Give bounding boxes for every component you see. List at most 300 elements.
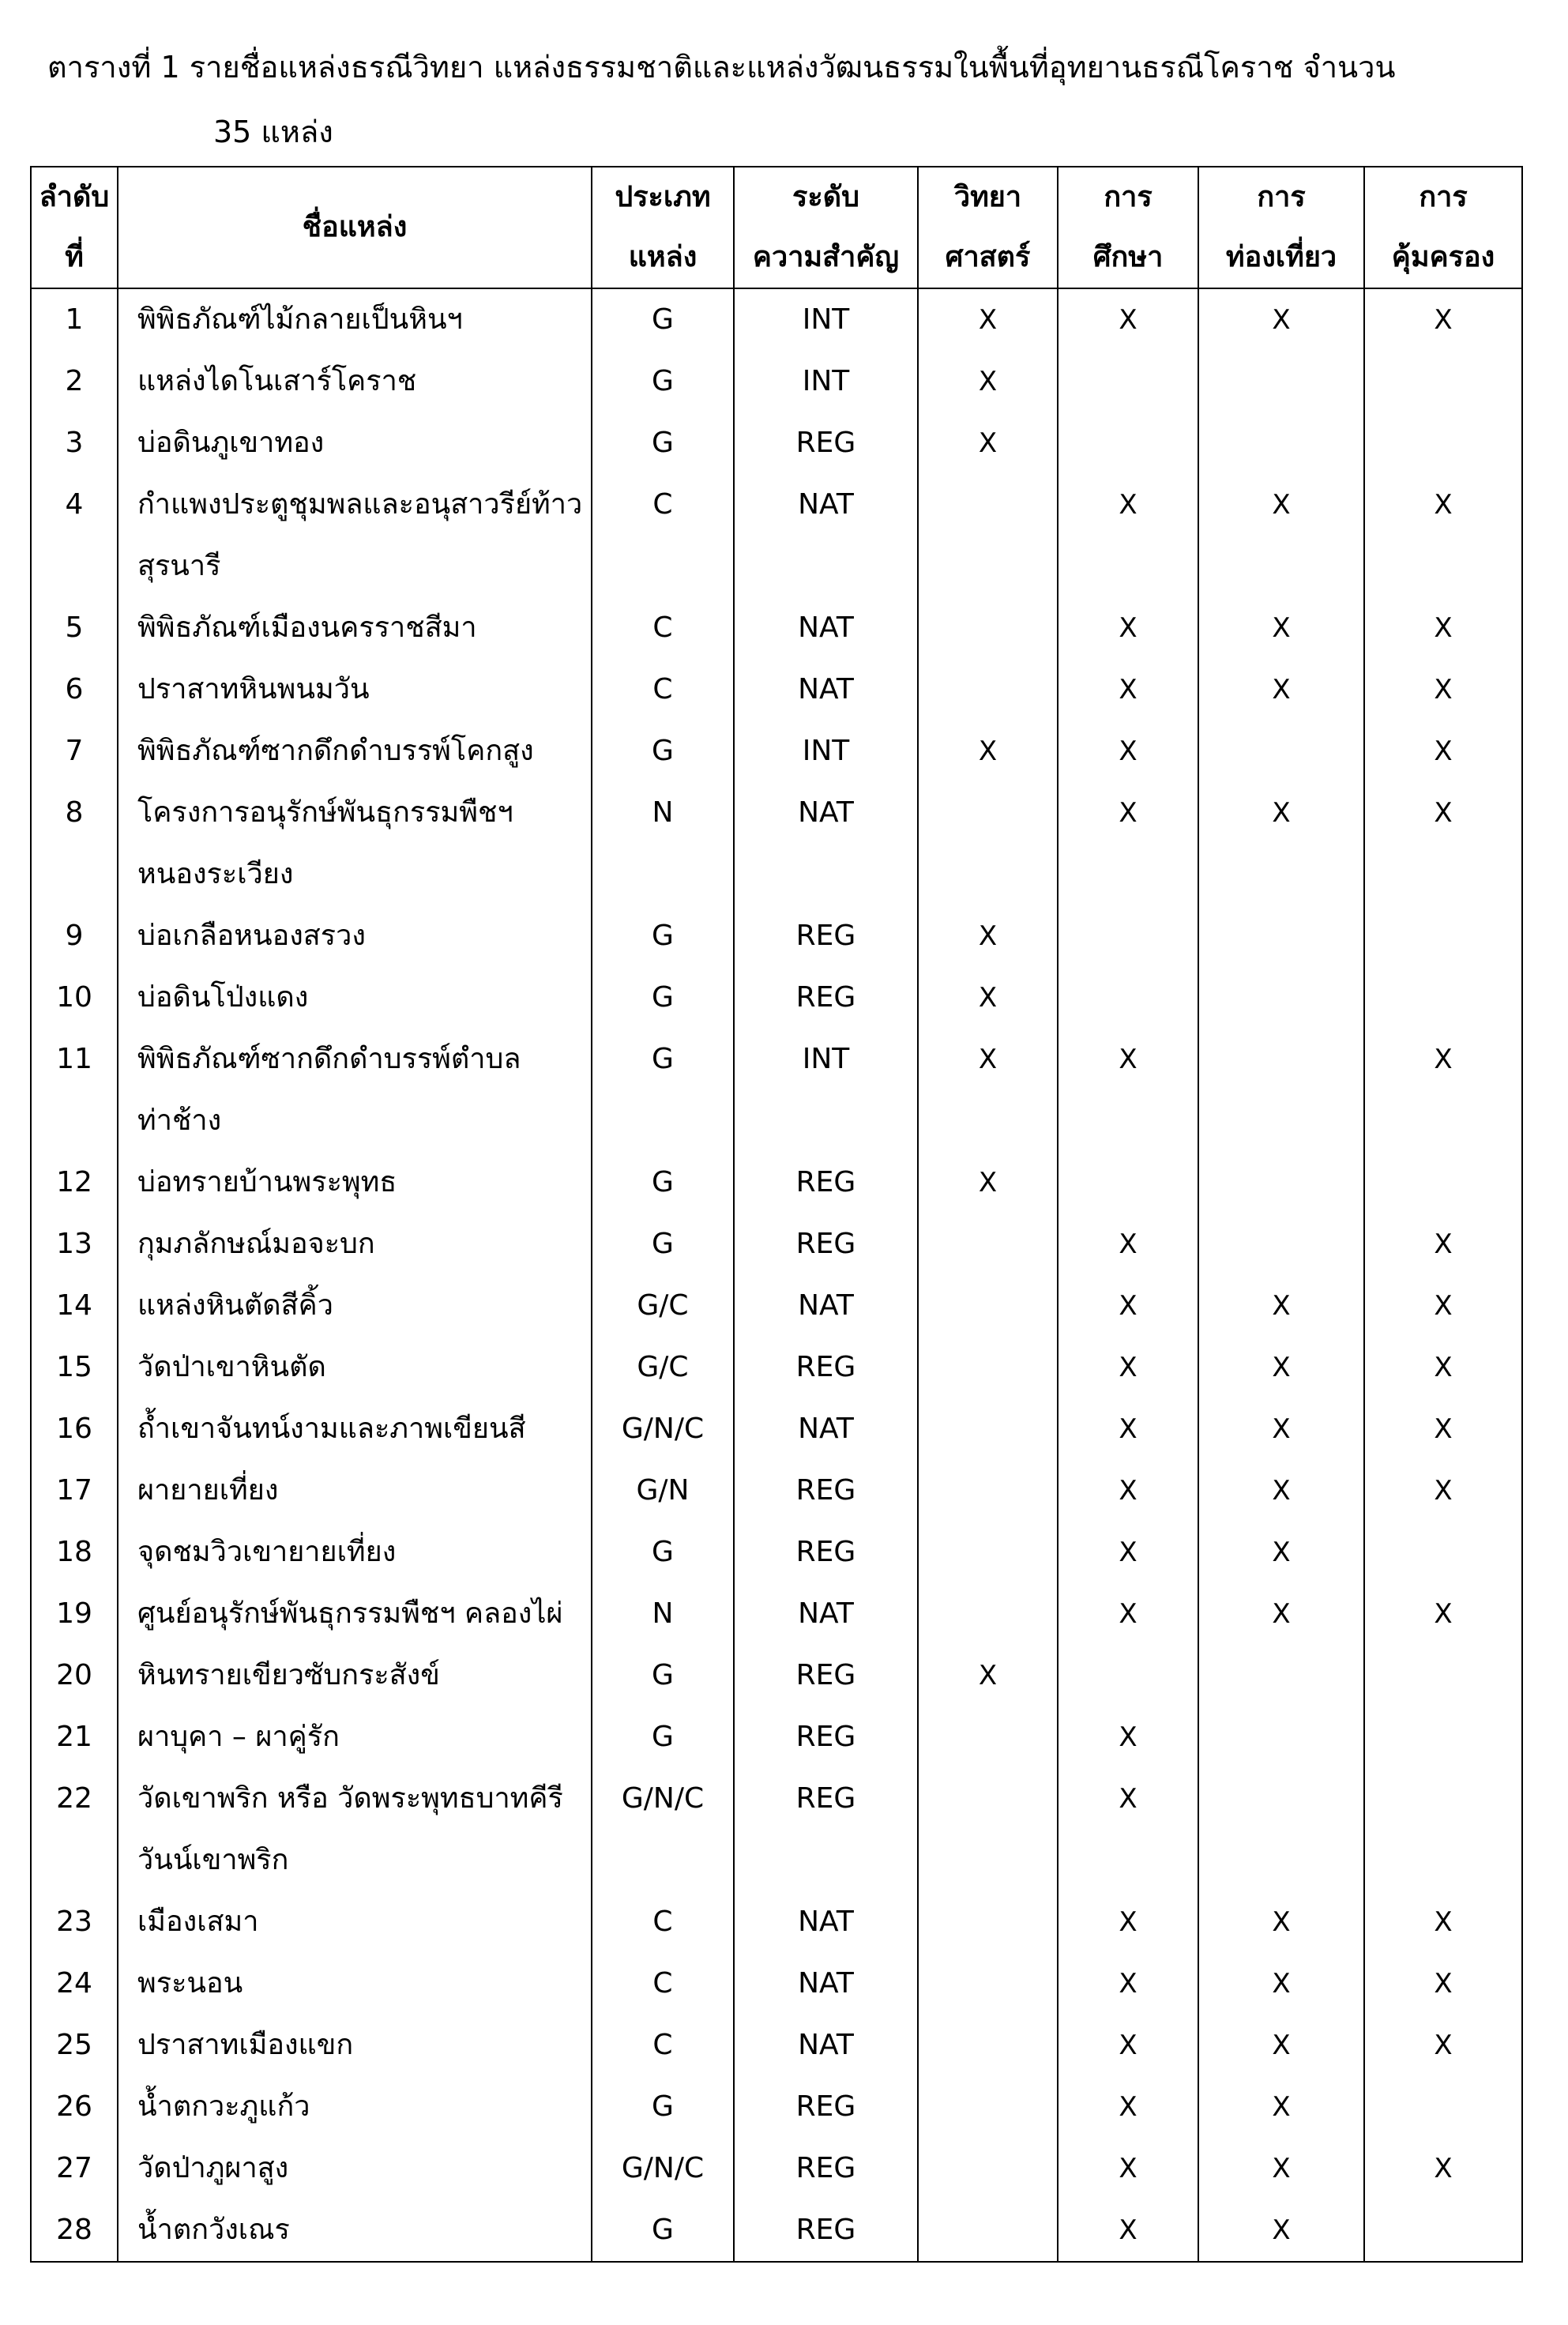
cell-tourism [1198, 659, 1364, 720]
cell-protection [1364, 1029, 1522, 1152]
cell-site-name: ศูนย์อนุรักษ์พันธุกรรมพืชฯ คลองไผ่ [118, 1583, 592, 1645]
x-mark: X [1119, 489, 1137, 521]
cell-tourism [1198, 2199, 1364, 2262]
cell-protection [1364, 1953, 1522, 2015]
cell-site-name: แหล่งไดโนเสาร์โคราช [118, 351, 592, 412]
cell-order: 18 [31, 1522, 118, 1583]
cell-protection [1364, 1522, 1522, 1583]
x-mark: X [1119, 2091, 1137, 2123]
cell-order: 15 [31, 1337, 118, 1398]
cell-type: C [592, 659, 734, 720]
cell-type: G/N [592, 1460, 734, 1522]
cell-education [1058, 1460, 1198, 1522]
cell-site-name: พิพิธภัณฑ์เมืองนครราชสีมา [118, 597, 592, 659]
cell-tourism [1198, 967, 1364, 1029]
cell-type: G/N/C [592, 1398, 734, 1460]
x-mark: X [1434, 1044, 1453, 1075]
cell-tourism [1198, 1337, 1364, 1398]
cell-site-name: กำแพงประตูชุมพลและอนุสาวรีย์ท้าวสุรนารี [118, 474, 592, 597]
x-mark: X [1272, 2091, 1291, 2123]
x-mark: X [1119, 674, 1137, 705]
cell-education [1058, 1583, 1198, 1645]
table-row [31, 597, 1522, 659]
cell-education [1058, 1706, 1198, 1768]
cell-order: 17 [31, 1460, 118, 1522]
cell-education [1058, 1953, 1198, 2015]
header-science: วิทยา ศาสตร์ [918, 167, 1058, 288]
cell-type: G [592, 1706, 734, 1768]
cell-protection [1364, 1706, 1522, 1768]
cell-science [918, 2015, 1058, 2076]
table-row [31, 1460, 1522, 1522]
x-mark: X [978, 735, 998, 767]
cell-education [1058, 1029, 1198, 1152]
cell-tourism [1198, 1645, 1364, 1706]
header-education: การ ศึกษา [1058, 167, 1198, 288]
cell-science [918, 1398, 1058, 1460]
x-mark: X [1119, 1475, 1137, 1507]
cell-order: 2 [31, 351, 118, 412]
x-mark: X [1119, 1044, 1137, 1075]
sites-table [30, 166, 1523, 2263]
cell-level: REG [734, 967, 918, 1029]
cell-science [918, 1213, 1058, 1275]
cell-tourism [1198, 597, 1364, 659]
cell-tourism [1198, 474, 1364, 597]
cell-site-name: พระนอน [118, 1953, 592, 2015]
caption-line-1: ตารางที่ 1 รายชื่อแหล่งธรณีวิทยา แหล่งธรรมชาติและแหล่งวัฒนธรรมในพื้นที่อุทยานธรณีโคราช จำนวน [47, 50, 1396, 85]
cell-protection [1364, 351, 1522, 412]
cell-type: G [592, 1645, 734, 1706]
cell-tourism [1198, 351, 1364, 412]
cell-order: 12 [31, 1152, 118, 1213]
x-mark: X [1434, 1290, 1453, 1322]
cell-education [1058, 412, 1198, 474]
cell-tourism [1198, 905, 1364, 967]
cell-type: G [592, 2076, 734, 2138]
cell-type: C [592, 474, 734, 597]
cell-science [918, 1706, 1058, 1768]
x-mark: X [1272, 2030, 1291, 2061]
table-row [31, 1213, 1522, 1275]
cell-science [918, 351, 1058, 412]
x-mark: X [1272, 797, 1291, 829]
cell-protection [1364, 720, 1522, 782]
cell-site-name: แหล่งหินตัดสีคิ้ว [118, 1275, 592, 1337]
cell-level: NAT [734, 659, 918, 720]
cell-site-name: บ่อดินโป่งแดง [118, 967, 592, 1029]
cell-science [918, 1460, 1058, 1522]
cell-level: NAT [734, 1398, 918, 1460]
caption-line-2: 35 แหล่ง [213, 115, 333, 149]
x-mark: X [1119, 1228, 1137, 1260]
cell-order: 1 [31, 288, 118, 351]
cell-level: REG [734, 2076, 918, 2138]
cell-order: 9 [31, 905, 118, 967]
table-row [31, 1891, 1522, 1953]
header-row [31, 167, 1522, 288]
x-mark: X [978, 1167, 998, 1198]
cell-science [918, 1583, 1058, 1645]
cell-science [918, 1645, 1058, 1706]
cell-order: 25 [31, 2015, 118, 2076]
cell-level: REG [734, 1152, 918, 1213]
cell-type: G [592, 720, 734, 782]
table-caption [47, 35, 1548, 164]
cell-order: 23 [31, 1891, 118, 1953]
cell-education [1058, 1213, 1198, 1275]
cell-tourism [1198, 1891, 1364, 1953]
cell-site-name: วัดเขาพริก หรือ วัดพระพุทธบาทคีรีวันน์เขาพริก [118, 1768, 592, 1891]
header-protection: การ คุ้มครอง [1364, 167, 1522, 288]
x-mark: X [1119, 2153, 1137, 2184]
x-mark: X [1119, 2030, 1137, 2061]
x-mark: X [1434, 1598, 1453, 1630]
x-mark: X [1272, 1475, 1291, 1507]
cell-level: NAT [734, 474, 918, 597]
cell-level: NAT [734, 1891, 918, 1953]
cell-level: REG [734, 1522, 918, 1583]
x-mark: X [1434, 2030, 1453, 2061]
cell-level: REG [734, 1337, 918, 1398]
cell-science [918, 412, 1058, 474]
cell-tourism [1198, 782, 1364, 905]
cell-order: 14 [31, 1275, 118, 1337]
cell-level: NAT [734, 2015, 918, 2076]
cell-education [1058, 351, 1198, 412]
x-mark: X [1434, 1968, 1453, 2000]
x-mark: X [1119, 1783, 1137, 1815]
x-mark: X [1119, 612, 1137, 644]
cell-protection [1364, 1213, 1522, 1275]
cell-education [1058, 597, 1198, 659]
cell-science [918, 967, 1058, 1029]
cell-site-name: โครงการอนุรักษ์พันธุกรรมพืชฯ หนองระเวียง [118, 782, 592, 905]
cell-protection [1364, 1398, 1522, 1460]
x-mark: X [1434, 1906, 1453, 1938]
cell-site-name: กุมภลักษณ์มอจะบก [118, 1213, 592, 1275]
cell-protection [1364, 1768, 1522, 1891]
table-row [31, 1337, 1522, 1398]
cell-level: REG [734, 412, 918, 474]
cell-level: INT [734, 1029, 918, 1152]
table-row [31, 1583, 1522, 1645]
cell-type: G/N/C [592, 1768, 734, 1891]
cell-tourism [1198, 1583, 1364, 1645]
cell-level: REG [734, 1645, 918, 1706]
cell-site-name: ถ้ำเขาจันทน์งามและภาพเขียนสี [118, 1398, 592, 1460]
cell-site-name: หินทรายเขียวซับกระสังข์ [118, 1645, 592, 1706]
cell-protection [1364, 288, 1522, 351]
table-row [31, 782, 1522, 905]
cell-type: G [592, 967, 734, 1029]
cell-education [1058, 905, 1198, 967]
cell-science [918, 1768, 1058, 1891]
x-mark: X [1119, 304, 1137, 336]
x-mark: X [1119, 1598, 1137, 1630]
cell-type: G [592, 1152, 734, 1213]
table-row [31, 2076, 1522, 2138]
table-row [31, 1953, 1522, 2015]
x-mark: X [1119, 1906, 1137, 1938]
table-row [31, 1275, 1522, 1337]
cell-site-name: บ่อดินภูเขาทอง [118, 412, 592, 474]
table-row [31, 1029, 1522, 1152]
cell-protection [1364, 2015, 1522, 2076]
cell-science [918, 288, 1058, 351]
cell-science [918, 597, 1058, 659]
header-level: ระดับ ความสำคัญ [734, 167, 918, 288]
cell-protection [1364, 1460, 1522, 1522]
cell-order: 20 [31, 1645, 118, 1706]
cell-site-name: ปราสาทหินพนมวัน [118, 659, 592, 720]
x-mark: X [1434, 489, 1453, 521]
cell-tourism [1198, 1706, 1364, 1768]
cell-type: G/C [592, 1275, 734, 1337]
cell-site-name: พิพิธภัณฑ์ไม้กลายเป็นหินฯ [118, 288, 592, 351]
cell-level: NAT [734, 1953, 918, 2015]
cell-order: 4 [31, 474, 118, 597]
cell-order: 26 [31, 2076, 118, 2138]
cell-science [918, 1891, 1058, 1953]
cell-site-name: น้ำตกวังเณร [118, 2199, 592, 2262]
cell-education [1058, 474, 1198, 597]
cell-type: C [592, 1891, 734, 1953]
x-mark: X [1119, 1413, 1137, 1445]
cell-site-name: พิพิธภัณฑ์ซากดึกดำบรรพ์ตำบลท่าช้าง [118, 1029, 592, 1152]
cell-science [918, 1522, 1058, 1583]
cell-type: C [592, 1953, 734, 2015]
cell-site-name: ผาบุคา – ผาคู่รัก [118, 1706, 592, 1768]
cell-site-name: จุดชมวิวเขายายเที่ยง [118, 1522, 592, 1583]
cell-site-name: พิพิธภัณฑ์ซากดึกดำบรรพ์โคกสูง [118, 720, 592, 782]
table-row [31, 659, 1522, 720]
cell-level: INT [734, 288, 918, 351]
table-row [31, 2015, 1522, 2076]
x-mark: X [1434, 1413, 1453, 1445]
x-mark: X [1272, 612, 1291, 644]
cell-level: NAT [734, 597, 918, 659]
cell-education [1058, 2199, 1198, 2262]
header-order: ลำดับ ที่ [31, 167, 118, 288]
cell-education [1058, 782, 1198, 905]
cell-protection [1364, 2076, 1522, 2138]
cell-order: 27 [31, 2138, 118, 2199]
cell-tourism [1198, 1275, 1364, 1337]
cell-level: REG [734, 1460, 918, 1522]
cell-type: G [592, 1213, 734, 1275]
cell-science [918, 2138, 1058, 2199]
cell-tourism [1198, 720, 1364, 782]
cell-order: 28 [31, 2199, 118, 2262]
x-mark: X [978, 427, 998, 459]
cell-protection [1364, 1275, 1522, 1337]
cell-tourism [1198, 412, 1364, 474]
cell-site-name: ปราสาทเมืองแขก [118, 2015, 592, 2076]
cell-level: REG [734, 905, 918, 967]
cell-order: 5 [31, 597, 118, 659]
cell-education [1058, 2076, 1198, 2138]
cell-education [1058, 1152, 1198, 1213]
x-mark: X [1119, 1721, 1137, 1753]
cell-site-name: ผายายเที่ยง [118, 1460, 592, 1522]
table-row [31, 905, 1522, 967]
x-mark: X [978, 1660, 998, 1691]
cell-level: REG [734, 1768, 918, 1891]
cell-level: REG [734, 2138, 918, 2199]
cell-level: NAT [734, 1275, 918, 1337]
table-row [31, 1706, 1522, 1768]
header-tourism: การ ท่องเที่ยว [1198, 167, 1364, 288]
x-mark: X [1434, 674, 1453, 705]
cell-order: 16 [31, 1398, 118, 1460]
x-mark: X [1272, 1598, 1291, 1630]
x-mark: X [1434, 1475, 1453, 1507]
table-row [31, 1522, 1522, 1583]
cell-education [1058, 1522, 1198, 1583]
cell-type: C [592, 2015, 734, 2076]
cell-order: 22 [31, 1768, 118, 1891]
cell-site-name: บ่อเกลือหนองสรวง [118, 905, 592, 967]
cell-science [918, 1152, 1058, 1213]
x-mark: X [1119, 1968, 1137, 2000]
x-mark: X [1119, 1290, 1137, 1322]
x-mark: X [1272, 1968, 1291, 2000]
cell-site-name: บ่อทรายบ้านพระพุทธ [118, 1152, 592, 1213]
cell-level: NAT [734, 782, 918, 905]
cell-education [1058, 1768, 1198, 1891]
x-mark: X [1434, 1228, 1453, 1260]
x-mark: X [1119, 1537, 1137, 1568]
x-mark: X [1272, 304, 1291, 336]
x-mark: X [1434, 612, 1453, 644]
table-row [31, 1152, 1522, 1213]
cell-level: INT [734, 351, 918, 412]
x-mark: X [1119, 2214, 1137, 2246]
table-row [31, 351, 1522, 412]
cell-education [1058, 967, 1198, 1029]
x-mark: X [1272, 1537, 1291, 1568]
cell-level: REG [734, 1706, 918, 1768]
cell-type: G [592, 1522, 734, 1583]
cell-site-name: เมืองเสมา [118, 1891, 592, 1953]
cell-tourism [1198, 1522, 1364, 1583]
cell-order: 11 [31, 1029, 118, 1152]
cell-type: G [592, 351, 734, 412]
table-row [31, 967, 1522, 1029]
cell-order: 19 [31, 1583, 118, 1645]
table-row [31, 2199, 1522, 2262]
cell-protection [1364, 2138, 1522, 2199]
cell-order: 7 [31, 720, 118, 782]
cell-protection [1364, 1337, 1522, 1398]
cell-education [1058, 1891, 1198, 1953]
cell-science [918, 659, 1058, 720]
cell-protection [1364, 659, 1522, 720]
x-mark: X [1272, 2153, 1291, 2184]
x-mark: X [1272, 2214, 1291, 2246]
cell-type: G/C [592, 1337, 734, 1398]
cell-education [1058, 659, 1198, 720]
table-row [31, 2138, 1522, 2199]
table-row [31, 1645, 1522, 1706]
cell-tourism [1198, 1460, 1364, 1522]
cell-type: G [592, 2199, 734, 2262]
cell-science [918, 474, 1058, 597]
cell-order: 8 [31, 782, 118, 905]
cell-protection [1364, 1891, 1522, 1953]
cell-tourism [1198, 288, 1364, 351]
cell-education [1058, 1645, 1198, 1706]
cell-education [1058, 1337, 1198, 1398]
x-mark: X [978, 304, 998, 336]
x-mark: X [1119, 797, 1137, 829]
x-mark: X [1272, 1290, 1291, 1322]
cell-tourism [1198, 1213, 1364, 1275]
cell-type: G [592, 1029, 734, 1152]
cell-site-name: น้ำตกวะภูแก้ว [118, 2076, 592, 2138]
cell-level: REG [734, 2199, 918, 2262]
table-body [31, 288, 1522, 2262]
cell-tourism [1198, 2076, 1364, 2138]
table-row [31, 288, 1522, 351]
cell-protection [1364, 1583, 1522, 1645]
cell-type: N [592, 1583, 734, 1645]
cell-tourism [1198, 1953, 1364, 2015]
cell-science [918, 720, 1058, 782]
cell-education [1058, 1275, 1198, 1337]
cell-order: 10 [31, 967, 118, 1029]
x-mark: X [1119, 1352, 1137, 1383]
cell-science [918, 1029, 1058, 1152]
x-mark: X [1272, 1906, 1291, 1938]
cell-protection [1364, 474, 1522, 597]
cell-protection [1364, 597, 1522, 659]
cell-education [1058, 288, 1198, 351]
cell-science [918, 782, 1058, 905]
cell-tourism [1198, 1768, 1364, 1891]
cell-site-name: วัดป่าภูผาสูง [118, 2138, 592, 2199]
header-type: ประเภท แหล่ง [592, 167, 734, 288]
table-row [31, 1768, 1522, 1891]
cell-science [918, 2076, 1058, 2138]
x-mark: X [1272, 674, 1291, 705]
cell-site-name: วัดป่าเขาหินตัด [118, 1337, 592, 1398]
cell-protection [1364, 782, 1522, 905]
cell-type: G [592, 288, 734, 351]
x-mark: X [1272, 1352, 1291, 1383]
cell-type: G [592, 412, 734, 474]
cell-tourism [1198, 1398, 1364, 1460]
cell-tourism [1198, 2015, 1364, 2076]
cell-order: 24 [31, 1953, 118, 2015]
cell-tourism [1198, 1152, 1364, 1213]
cell-order: 21 [31, 1706, 118, 1768]
x-mark: X [978, 920, 998, 952]
x-mark: X [978, 1044, 998, 1075]
cell-science [918, 905, 1058, 967]
cell-level: REG [734, 1213, 918, 1275]
header-name: ชื่อแหล่ง [118, 167, 592, 288]
table-row [31, 412, 1522, 474]
cell-education [1058, 2015, 1198, 2076]
x-mark: X [1272, 1413, 1291, 1445]
x-mark: X [1434, 797, 1453, 829]
table-row [31, 1398, 1522, 1460]
cell-science [918, 1337, 1058, 1398]
x-mark: X [978, 982, 998, 1014]
cell-science [918, 1275, 1058, 1337]
